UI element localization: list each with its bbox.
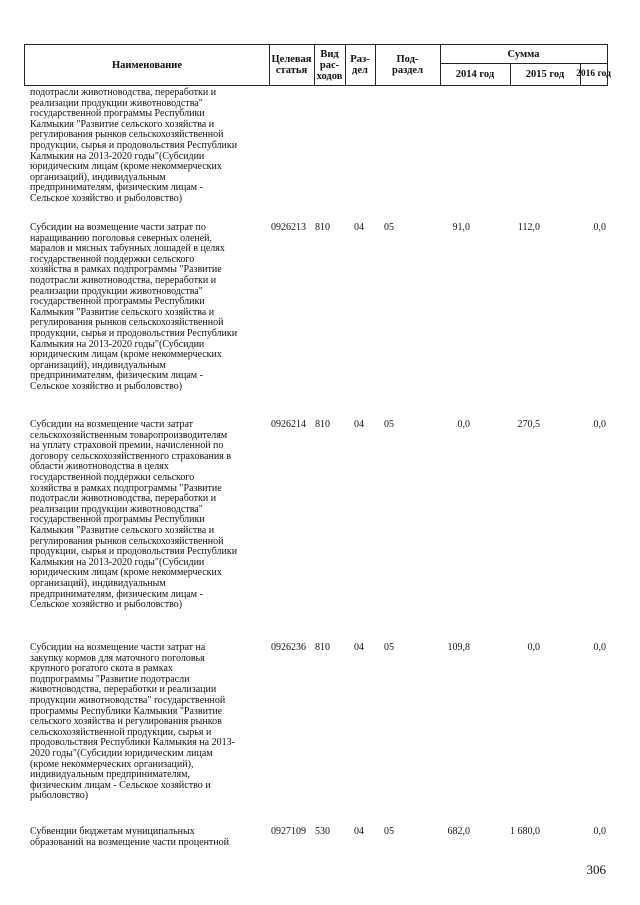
header-sum: Сумма [440,45,607,64]
row-amount-2014: 0,0 [457,419,470,430]
row-amount-2015: 270,5 [517,419,540,430]
row-amount-2016: 0,0 [593,419,606,430]
row-expense-type: 810 [315,419,330,430]
row-amount-2016: 0,0 [593,642,606,653]
row-section: 04 [354,222,364,233]
header-subsection: Под- раздел [375,45,441,85]
row-expense-type: 810 [315,642,330,653]
row-name: подотрасли животноводства, переработки и реализации продукции животноводства" государственной программы Республики Калмыкия "Развитие сельского хозяйства и регулирования рынков сельскохозяйственной продукции, сырья и продовольствия Республики Калмыкия на 2013-2020 годы"(Субсидии юридическим лицам (кроме некоммерческих организаций), индивидуальным предпринимателям, физическим лицам - Сельское хозяйство и рыболовство) [30,87,238,204]
row-code: 0926214 [271,419,306,430]
row-amount-2015: 0,0 [527,642,540,653]
row-name: Субсидии на возмещение части затрат сельскохозяйственным товаропроизводителям на уплату страховой премии, начисленной по договору сельскохозяйственного страхования в области животноводства в целях государственной поддержки сельского хозяйства в рамках подпрограммы "Развитие подотрасли животноводства, переработки и реализации продукции животноводства" государственной программы Республики Калмыкия "Развитие сельского хозяйства и регулирования рынков сельскохозяйственной продукции, сырья и продовольствия Республики Калмыкия на 2013-2020 годы"(Субсидии юридическим лицам (кроме некоммерческих организаций), индивидуальным предпринимателям, физическим лицам - Сельское хозяйство и рыболовство) [30,419,238,611]
row-section: 04 [354,642,364,653]
row-amount-2016: 0,0 [593,222,606,233]
row-name: Субвенции бюджетам муниципальных образований на возмещение части процентной [30,826,229,848]
page-number: 306 [586,862,606,877]
header-expense-type: Вид рас- ходов [314,45,346,85]
row-subsection: 05 [384,642,394,653]
row-section: 04 [354,419,364,430]
row-subsection: 05 [384,222,394,233]
row-amount-2014: 682,0 [447,826,470,837]
row-expense-type: 810 [315,222,330,233]
header-name: Наименование [25,45,270,85]
row-amount-2015: 112,0 [517,222,540,233]
row-code: 0927109 [271,826,306,837]
row-expense-type: 530 [315,826,330,837]
row-name: Субсидии на возмещение части затрат по наращиванию поголовья северных оленей, маралов и мясных табунных лошадей в целях государственной поддержки сельского хозяйства в рамках подпрограммы "Развитие подотрасли животноводства, переработки и реализации продукции животноводства" государственной программы Республики Калмыкия "Развитие сельского хозяйства и регулирования рынков сельскохозяйственной продукции, сырья и продовольствия Республики Калмыкия на 2013-2020 годы"(Субсидии юридическим лицам (кроме некоммерческих организаций), индивидуальным предпринимателям, физическим лицам - Сельское хозяйство и рыболовство) [30,222,238,392]
row-section: 04 [354,826,364,837]
header-year-2015: 2015 год [510,63,581,85]
row-code: 0926236 [271,642,306,653]
row-subsection: 05 [384,419,394,430]
row-amount-2014: 109,8 [447,642,470,653]
header-year-2016: 2016 год [576,69,611,79]
header-target-article: Целевая статья [269,45,315,85]
row-amount-2016: 0,0 [593,826,606,837]
table-header [24,44,611,86]
header-section: Раз- дел [345,45,376,85]
row-amount-2015: 1 680,0 [510,826,540,837]
row-code: 0926213 [271,222,306,233]
header-year-2014: 2014 год [440,63,511,85]
row-subsection: 05 [384,826,394,837]
row-amount-2014: 91,0 [452,222,470,233]
row-name: Субсидии на возмещение части затрат на закупку кормов для маточного поголовья крупного рогатого скота в рамках подпрограммы "Развитие подотрасли животноводства, переработки и реализации продукции животноводства" государственной программы Республики Калмыкия "Развитие сельского хозяйства и регулирования рынков сельскохозяйственной продукции, сырья и продовольствия Республики Калмыкия на 2013- 2020 годы"(Субсидии юридическим лицам (кроме некоммерческих организаций), индивидуальным предпринимателям, физическим лицам - Сельское хозяйство и рыболовство) [30,642,235,802]
